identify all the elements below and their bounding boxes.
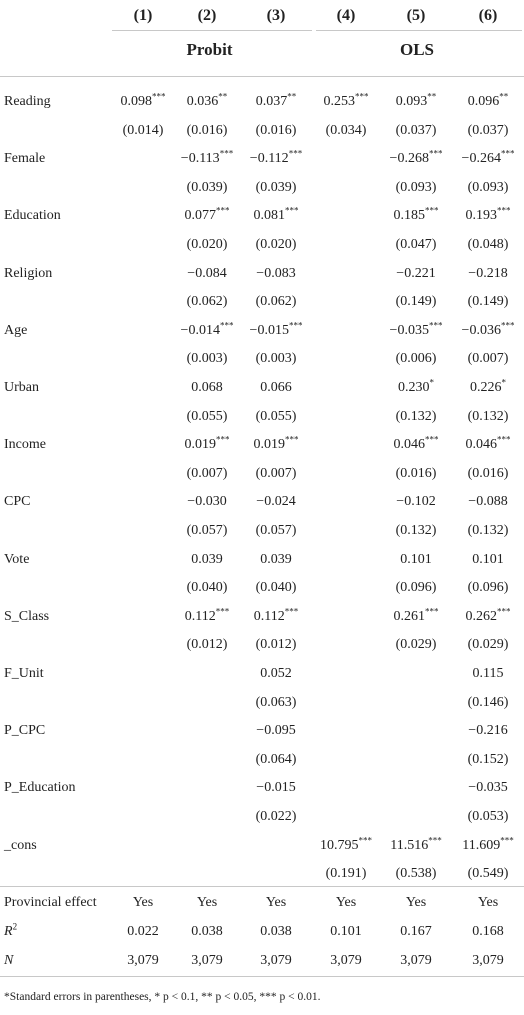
table-cell: 0.167 bbox=[400, 924, 432, 939]
table-cell: (0.057) bbox=[255, 523, 297, 538]
row-label: F_Unit bbox=[4, 666, 44, 681]
table-cell: −0.095 bbox=[256, 723, 296, 738]
table-cell bbox=[310, 746, 382, 774]
table-row bbox=[0, 517, 524, 545]
table-cell: 0.098*** bbox=[120, 91, 166, 109]
table-row bbox=[0, 689, 524, 717]
table-cell bbox=[310, 202, 382, 230]
table-cell: (0.062) bbox=[186, 294, 228, 309]
table-cell bbox=[310, 660, 382, 688]
table-cell: 0.068 bbox=[191, 380, 223, 395]
table-cell: (0.020) bbox=[186, 237, 228, 252]
table-cell: 0.019*** bbox=[184, 434, 230, 452]
row-label bbox=[4, 403, 108, 431]
table-cell: 0.066 bbox=[260, 380, 292, 395]
table-cell: (0.003) bbox=[186, 351, 228, 366]
table-row bbox=[0, 88, 524, 116]
group-label-probit: Probit bbox=[186, 40, 233, 59]
column-header: (6) bbox=[478, 7, 498, 24]
table-cell bbox=[310, 288, 382, 316]
table-footnote: *Standard errors in parentheses, * p < 0.1, ** p < 0.05, *** p < 0.01. bbox=[4, 991, 321, 1003]
table-cell: −0.015*** bbox=[249, 320, 303, 338]
table-row bbox=[0, 145, 524, 173]
table-cell bbox=[107, 231, 179, 259]
table-cell bbox=[107, 717, 179, 745]
table-cell bbox=[107, 631, 179, 659]
table-cell: (0.093) bbox=[467, 180, 509, 195]
row-label bbox=[4, 460, 108, 488]
table-cell: (0.012) bbox=[255, 637, 297, 652]
table-cell: (0.538) bbox=[395, 866, 437, 881]
table-cell: (0.093) bbox=[395, 180, 437, 195]
ols-group-rule bbox=[316, 30, 522, 31]
table-row bbox=[0, 374, 524, 402]
group-header-row bbox=[0, 36, 524, 64]
row-label bbox=[4, 288, 108, 316]
table-cell bbox=[107, 546, 179, 574]
table-cell: (0.037) bbox=[467, 123, 509, 138]
table-cell: 0.262*** bbox=[465, 606, 511, 624]
table-cell: −0.102 bbox=[396, 494, 436, 509]
table-row bbox=[0, 774, 524, 802]
table-cell: 0.101 bbox=[472, 552, 504, 567]
table-cell bbox=[107, 517, 179, 545]
table-cell: (0.039) bbox=[255, 180, 297, 195]
table-cell: (0.034) bbox=[325, 123, 367, 138]
table-cell: (0.055) bbox=[186, 409, 228, 424]
table-row bbox=[0, 803, 524, 831]
table-cell bbox=[380, 746, 452, 774]
table-row bbox=[0, 460, 524, 488]
row-label bbox=[4, 746, 108, 774]
table-cell bbox=[107, 260, 179, 288]
table-cell: (0.146) bbox=[467, 695, 509, 710]
table-cell bbox=[107, 774, 179, 802]
table-cell bbox=[107, 145, 179, 173]
table-cell: (0.064) bbox=[255, 752, 297, 767]
table-cell bbox=[171, 746, 243, 774]
table-cell: (0.037) bbox=[395, 123, 437, 138]
table-cell: (0.048) bbox=[467, 237, 509, 252]
table-cell: (0.007) bbox=[255, 466, 297, 481]
table-row bbox=[0, 117, 524, 145]
column-header: (3) bbox=[266, 7, 286, 24]
table-row bbox=[0, 918, 524, 946]
table-cell bbox=[171, 774, 243, 802]
row-label: CPC bbox=[4, 494, 31, 509]
table-row bbox=[0, 317, 524, 345]
table-cell: (0.057) bbox=[186, 523, 228, 538]
row-label bbox=[4, 860, 108, 888]
table-cell bbox=[310, 345, 382, 373]
table-row bbox=[0, 345, 524, 373]
table-cell: (0.029) bbox=[395, 637, 437, 652]
table-row bbox=[0, 202, 524, 230]
table-cell bbox=[310, 460, 382, 488]
table-cell bbox=[107, 746, 179, 774]
table-cell: −0.030 bbox=[187, 494, 227, 509]
table-cell bbox=[310, 517, 382, 545]
table-cell bbox=[171, 660, 243, 688]
table-cell: (0.016) bbox=[255, 123, 297, 138]
table-cell bbox=[310, 546, 382, 574]
table-cell: −0.035 bbox=[468, 780, 508, 795]
table-cell: (0.029) bbox=[467, 637, 509, 652]
table-cell bbox=[107, 832, 179, 860]
table-cell: Yes bbox=[132, 895, 154, 910]
table-cell: 11.516*** bbox=[390, 835, 442, 853]
probit-group-rule bbox=[112, 30, 312, 31]
table-cell bbox=[171, 803, 243, 831]
table-cell: −0.264*** bbox=[461, 148, 515, 166]
table-cell: (0.096) bbox=[395, 580, 437, 595]
table-cell bbox=[107, 288, 179, 316]
table-cell: (0.020) bbox=[255, 237, 297, 252]
row-label bbox=[4, 689, 108, 717]
table-row bbox=[0, 574, 524, 602]
table-cell: 0.093** bbox=[395, 91, 437, 109]
row-label: Urban bbox=[4, 380, 39, 395]
table-cell: (0.149) bbox=[467, 294, 509, 309]
table-row bbox=[0, 631, 524, 659]
table-cell: −0.218 bbox=[468, 266, 508, 281]
table-cell: (0.191) bbox=[325, 866, 367, 881]
table-cell: −0.113*** bbox=[180, 148, 234, 166]
table-cell: (0.055) bbox=[255, 409, 297, 424]
table-row bbox=[0, 889, 524, 917]
table-cell: 3,079 bbox=[260, 953, 292, 968]
row-label bbox=[4, 574, 108, 602]
row-label bbox=[4, 345, 108, 373]
row-label bbox=[4, 174, 108, 202]
table-cell: (0.047) bbox=[395, 237, 437, 252]
table-cell: 0.037** bbox=[255, 91, 297, 109]
table-cell: (0.149) bbox=[395, 294, 437, 309]
header-bottom-rule bbox=[0, 76, 524, 77]
table-cell bbox=[380, 660, 452, 688]
table-row bbox=[0, 288, 524, 316]
table-cell bbox=[107, 660, 179, 688]
table-cell bbox=[107, 574, 179, 602]
table-cell bbox=[107, 488, 179, 516]
table-cell: 3,079 bbox=[330, 953, 362, 968]
table-cell: (0.040) bbox=[186, 580, 228, 595]
row-label: Age bbox=[4, 323, 28, 338]
table-cell: 0.046*** bbox=[393, 434, 439, 452]
table-cell bbox=[107, 860, 179, 888]
table-cell: −0.216 bbox=[468, 723, 508, 738]
row-label: P_Education bbox=[4, 780, 76, 795]
table-cell: Yes bbox=[335, 895, 357, 910]
table-cell bbox=[107, 460, 179, 488]
table-cell: (0.132) bbox=[467, 409, 509, 424]
table-cell: 0.019*** bbox=[253, 434, 299, 452]
table-cell: 0.081*** bbox=[253, 205, 299, 223]
table-cell bbox=[107, 345, 179, 373]
table-cell: 0.101 bbox=[330, 924, 362, 939]
table-cell bbox=[310, 231, 382, 259]
table-cell: 0.193*** bbox=[465, 205, 511, 223]
table-cell bbox=[310, 431, 382, 459]
table-cell: Yes bbox=[477, 895, 499, 910]
table-cell bbox=[310, 260, 382, 288]
table-cell bbox=[380, 774, 452, 802]
table-cell: 0.226* bbox=[470, 377, 506, 395]
table-cell: −0.036*** bbox=[461, 320, 515, 338]
column-header: (1) bbox=[133, 7, 153, 24]
table-cell: (0.022) bbox=[255, 809, 297, 824]
table-cell: (0.039) bbox=[186, 180, 228, 195]
row-label bbox=[4, 517, 108, 545]
column-header-row bbox=[0, 2, 524, 30]
table-cell: −0.221 bbox=[396, 266, 436, 281]
table-cell: (0.053) bbox=[467, 809, 509, 824]
table-cell: 0.230* bbox=[398, 377, 434, 395]
table-cell: (0.016) bbox=[186, 123, 228, 138]
table-cell: (0.007) bbox=[186, 466, 228, 481]
table-cell: Yes bbox=[265, 895, 287, 910]
table-cell: (0.006) bbox=[395, 351, 437, 366]
table-cell bbox=[107, 174, 179, 202]
table-cell: −0.035*** bbox=[389, 320, 443, 338]
table-cell: 0.185*** bbox=[393, 205, 439, 223]
group-label-ols: OLS bbox=[399, 40, 435, 59]
table-cell: (0.016) bbox=[395, 466, 437, 481]
table-cell bbox=[310, 631, 382, 659]
table-cell: 3,079 bbox=[127, 953, 159, 968]
table-cell: −0.015 bbox=[256, 780, 296, 795]
table-cell bbox=[107, 431, 179, 459]
table-cell: 0.112*** bbox=[253, 606, 299, 624]
table-cell: 0.039 bbox=[260, 552, 292, 567]
table-cell: −0.268*** bbox=[389, 148, 443, 166]
table-cell: (0.152) bbox=[467, 752, 509, 767]
table-cell bbox=[310, 603, 382, 631]
table-cell bbox=[107, 202, 179, 230]
table-row bbox=[0, 947, 524, 975]
table-cell bbox=[107, 689, 179, 717]
row-label: N bbox=[4, 953, 14, 968]
table-cell bbox=[310, 803, 382, 831]
table-cell bbox=[310, 488, 382, 516]
table-cell bbox=[380, 717, 452, 745]
table-cell: 11.609*** bbox=[462, 835, 514, 853]
table-row bbox=[0, 603, 524, 631]
table-cell bbox=[310, 174, 382, 202]
table-cell: Yes bbox=[405, 895, 427, 910]
table-cell bbox=[240, 860, 312, 888]
table-cell bbox=[310, 574, 382, 602]
table-cell bbox=[310, 374, 382, 402]
column-header: (2) bbox=[197, 7, 217, 24]
table-cell bbox=[310, 403, 382, 431]
table-cell bbox=[240, 832, 312, 860]
table-cell: −0.112*** bbox=[249, 148, 303, 166]
table-cell: −0.083 bbox=[256, 266, 296, 281]
table-cell: 0.077*** bbox=[184, 205, 230, 223]
table-cell bbox=[310, 145, 382, 173]
table-cell: −0.084 bbox=[187, 266, 227, 281]
table-cell bbox=[310, 717, 382, 745]
table-cell bbox=[107, 403, 179, 431]
row-label: Female bbox=[4, 151, 46, 166]
table-row bbox=[0, 431, 524, 459]
table-cell: 3,079 bbox=[472, 953, 504, 968]
table-cell: 0.052 bbox=[260, 666, 292, 681]
table-cell: (0.062) bbox=[255, 294, 297, 309]
row-label: Reading bbox=[4, 94, 51, 109]
table-cell: 0.022 bbox=[127, 924, 159, 939]
table-row bbox=[0, 174, 524, 202]
table-cell: 0.036** bbox=[186, 91, 228, 109]
table-cell: (0.012) bbox=[186, 637, 228, 652]
table-cell: 0.046*** bbox=[465, 434, 511, 452]
table-row bbox=[0, 717, 524, 745]
table-row bbox=[0, 746, 524, 774]
table-row bbox=[0, 488, 524, 516]
table-cell: (0.007) bbox=[467, 351, 509, 366]
row-label: S_Class bbox=[4, 609, 50, 624]
table-cell: −0.014*** bbox=[180, 320, 234, 338]
table-cell: 3,079 bbox=[191, 953, 223, 968]
table-cell: (0.063) bbox=[255, 695, 297, 710]
table-cell: (0.132) bbox=[395, 409, 437, 424]
table-cell bbox=[310, 317, 382, 345]
table-cell bbox=[107, 803, 179, 831]
row-label: Income bbox=[4, 437, 46, 452]
table-cell bbox=[380, 803, 452, 831]
column-header: (5) bbox=[406, 7, 426, 24]
table-cell: 0.112*** bbox=[184, 606, 230, 624]
table-cell bbox=[107, 603, 179, 631]
table-cell: (0.016) bbox=[467, 466, 509, 481]
table-cell: 0.038 bbox=[191, 924, 223, 939]
table-cell: 3,079 bbox=[400, 953, 432, 968]
table-cell: (0.132) bbox=[395, 523, 437, 538]
table-cell: (0.096) bbox=[467, 580, 509, 595]
table-cell bbox=[310, 774, 382, 802]
table-cell bbox=[171, 689, 243, 717]
table-cell: 0.038 bbox=[260, 924, 292, 939]
table-cell: 10.795*** bbox=[320, 835, 372, 853]
row-label bbox=[4, 631, 108, 659]
table-cell bbox=[310, 689, 382, 717]
row-label bbox=[4, 231, 108, 259]
row-label: $R^2$ bbox=[4, 921, 18, 939]
row-label: Religion bbox=[4, 266, 53, 281]
table-row bbox=[0, 403, 524, 431]
table-cell: Yes bbox=[196, 895, 218, 910]
table-cell bbox=[171, 832, 243, 860]
table-cell: −0.088 bbox=[468, 494, 508, 509]
table-cell: 0.101 bbox=[400, 552, 432, 567]
column-header: (4) bbox=[336, 7, 356, 24]
row-label bbox=[4, 803, 108, 831]
table-cell: (0.003) bbox=[255, 351, 297, 366]
table-row bbox=[0, 832, 524, 860]
table-row bbox=[0, 260, 524, 288]
row-label: _cons bbox=[4, 838, 37, 853]
table-cell: 0.261*** bbox=[393, 606, 439, 624]
table-row bbox=[0, 546, 524, 574]
table-cell: (0.014) bbox=[122, 123, 164, 138]
row-label: Provincial effect bbox=[4, 895, 97, 910]
table-cell: (0.132) bbox=[467, 523, 509, 538]
body-bottom-rule bbox=[0, 886, 524, 887]
row-label: Vote bbox=[4, 552, 30, 567]
table-cell bbox=[107, 317, 179, 345]
table-cell: 0.039 bbox=[191, 552, 223, 567]
table-cell: 0.253*** bbox=[323, 91, 369, 109]
table-cell bbox=[171, 717, 243, 745]
table-cell: 0.168 bbox=[472, 924, 504, 939]
table-bottom-rule bbox=[0, 976, 524, 977]
table-cell: (0.549) bbox=[467, 866, 509, 881]
table-cell bbox=[107, 374, 179, 402]
table-row bbox=[0, 231, 524, 259]
table-cell bbox=[380, 689, 452, 717]
row-label: P_CPC bbox=[4, 723, 46, 738]
table-cell: −0.024 bbox=[256, 494, 296, 509]
table-row bbox=[0, 860, 524, 888]
table-cell: 0.096** bbox=[467, 91, 509, 109]
table-row bbox=[0, 660, 524, 688]
table-cell bbox=[171, 860, 243, 888]
row-label bbox=[4, 117, 108, 145]
row-label: Education bbox=[4, 208, 61, 223]
table-cell: (0.040) bbox=[255, 580, 297, 595]
table-cell: 0.115 bbox=[472, 666, 504, 681]
